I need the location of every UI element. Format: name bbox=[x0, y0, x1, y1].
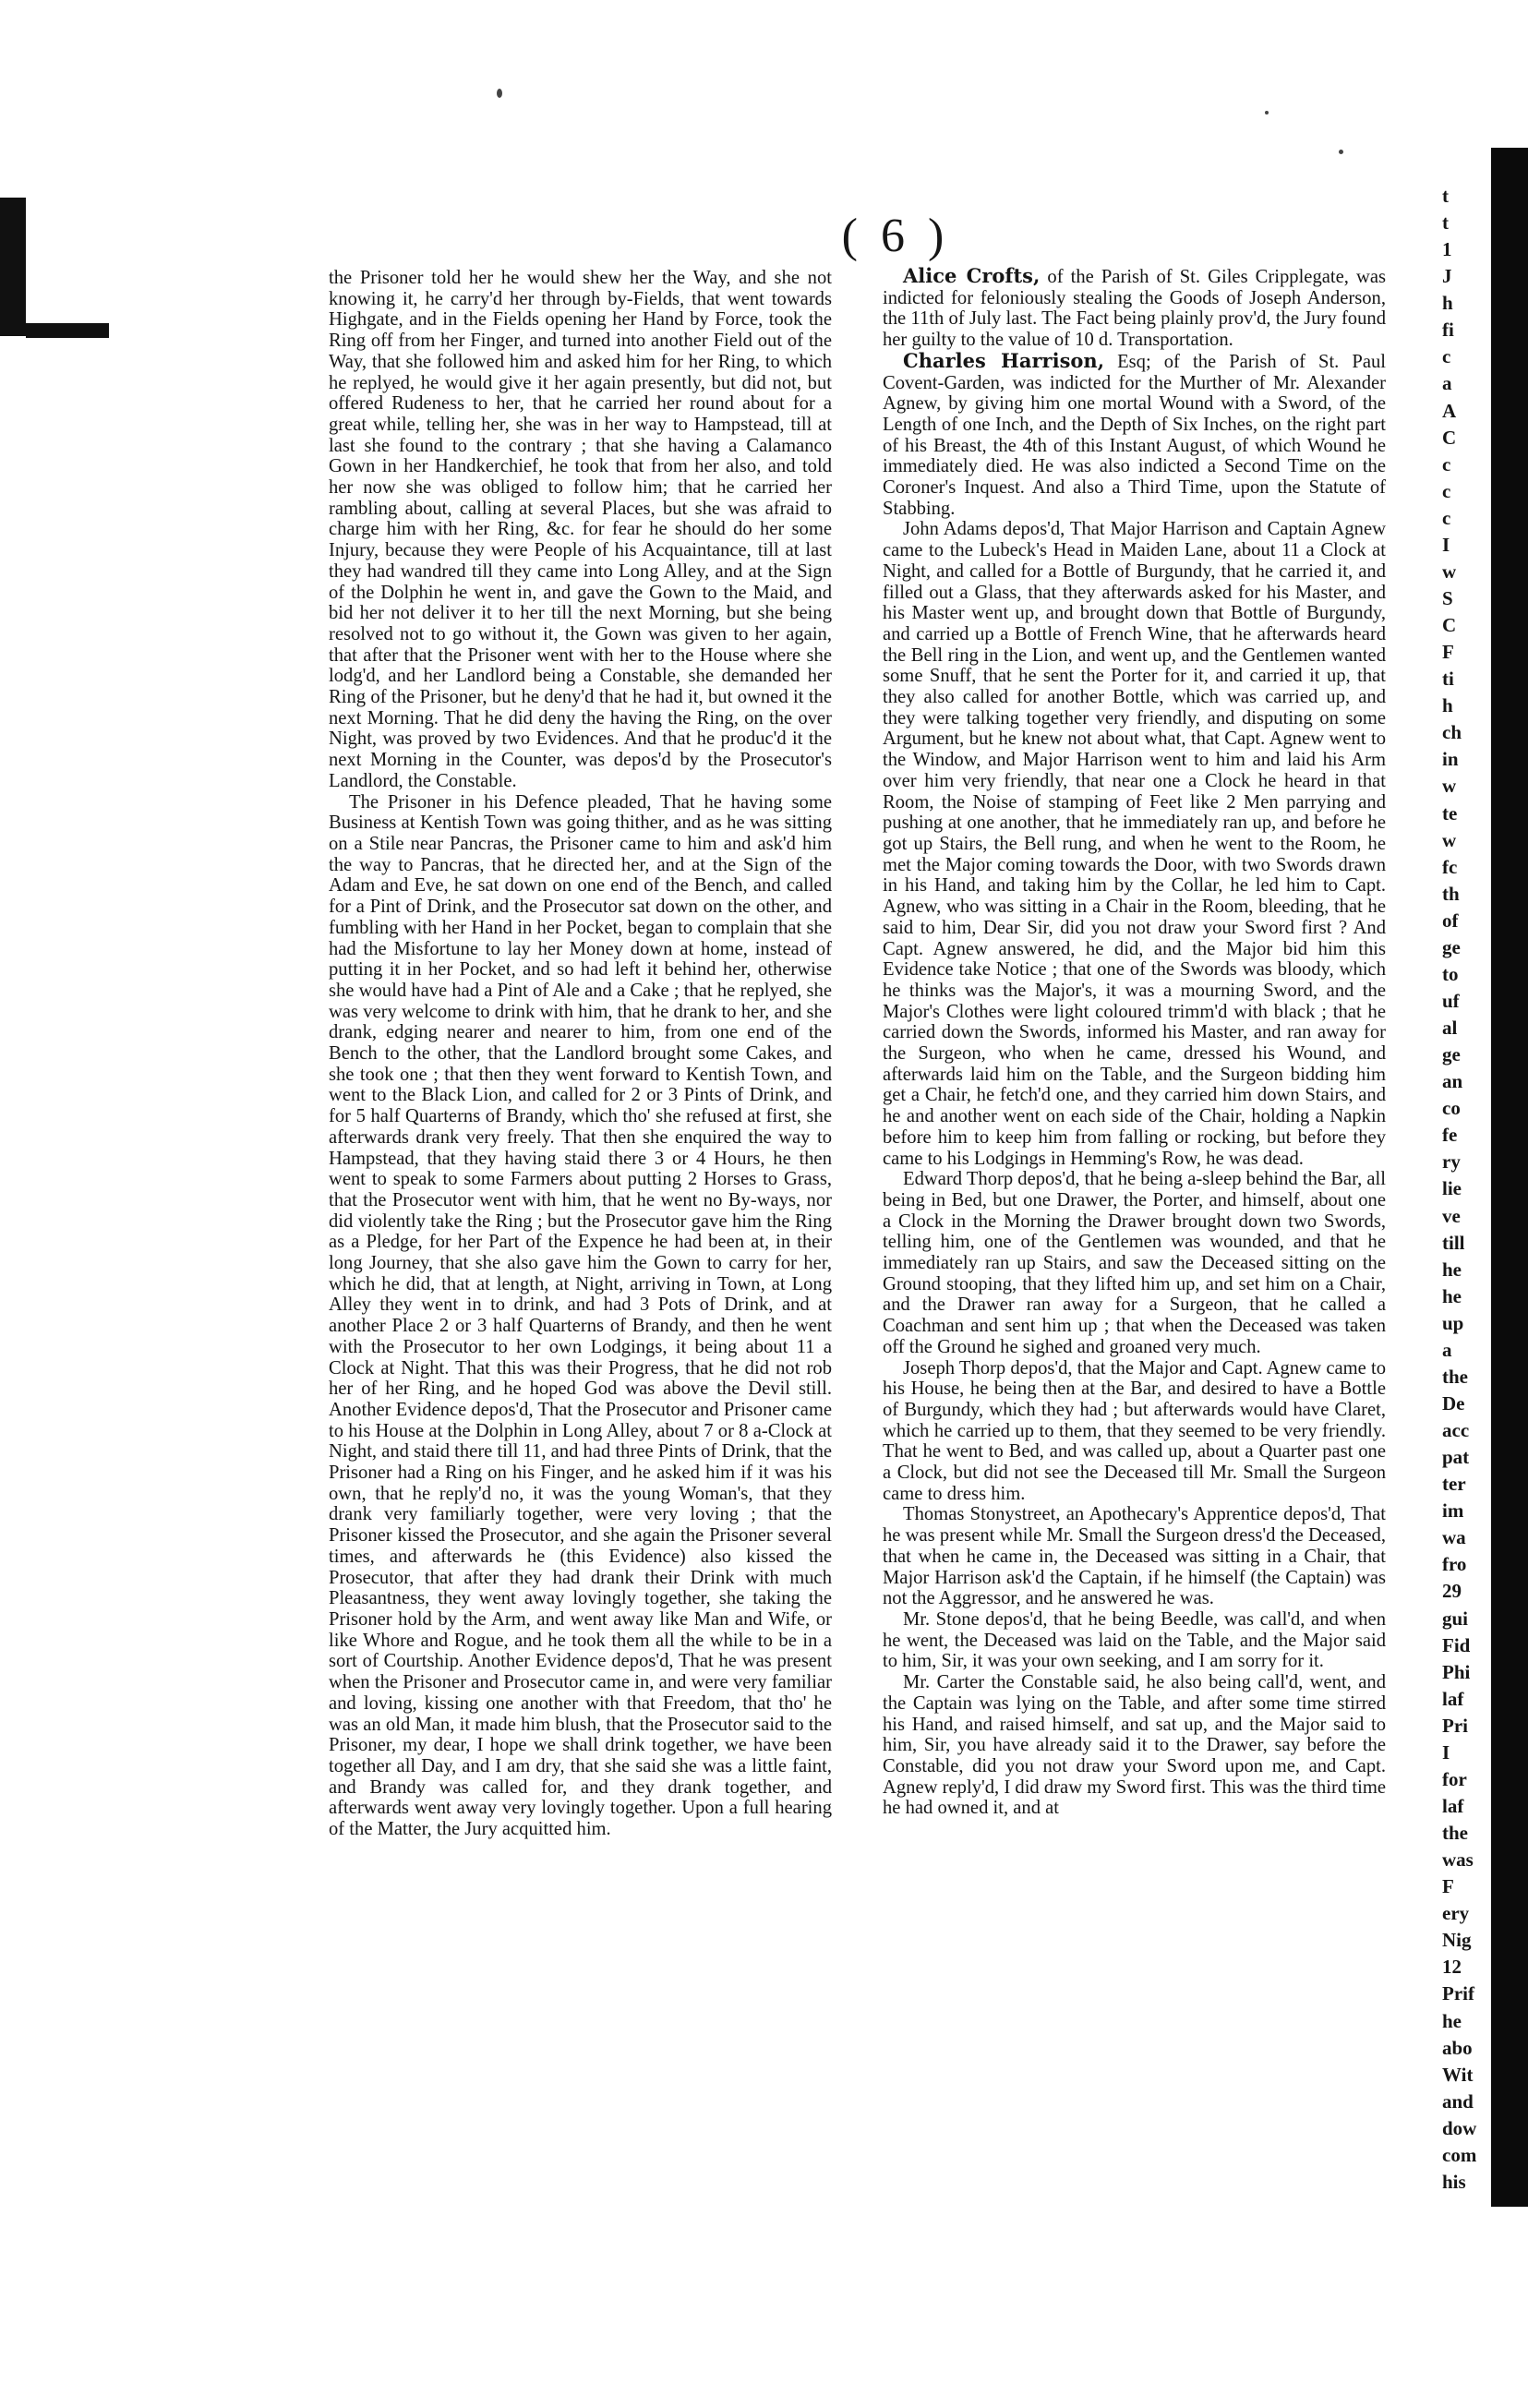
edge-text-fragment: fc bbox=[1442, 855, 1458, 878]
edge-text-fragment: Prif bbox=[1442, 1982, 1474, 2005]
edge-text-fragment: h bbox=[1442, 292, 1453, 315]
edge-text-fragment: ch bbox=[1442, 721, 1462, 744]
binding-mark bbox=[26, 323, 109, 338]
case-name: Charles Harrison, bbox=[903, 348, 1105, 372]
edge-text-fragment: c bbox=[1442, 479, 1451, 502]
edge-text-fragment: lie bbox=[1442, 1177, 1462, 1200]
paragraph: the Prisoner told her he would shew her the Way, and she not knowing it, he carry'd her through by-Fields, that went towards Highgate, and in the Fields opening her Hand by Force, took the Ring off from her Finger, and turned into another Field out of the Way, that she followed him and asked him for her Ring, to which he replyed, he would give it her again presently, but did not, but offered Rudeness to her, that he carried her round about for a great while, telling her, she was in her way to Hampstead, till at last she found to the contrary ; that she having a Calamanco Gown in her Handkerchief, he took that from her also, and told her now she was obliged to follow him; that he carried her rambling about, calling at several Places, but she was afraid to charge him with her Ring, &c. for fear he should do her some Injury, because they were People of his Acquaintance, till at last they had wandred till they came into Long Alley, and at the Sign of the Dolphin he went in, and gave the Gown to the Maid, and bid her not deliver it to her till the next Morning, but she being resolved not to go without it, the Gown was given to her again, that after that the Prisoner went with her to the House where she lodg'd, and her Landlord being a Constable, she demanded her Ring of the Prisoner, but he deny'd that he had it, but owned it the next Morning. That he did deny the having the Ring, on the over Night, was proved by two Evidences. And that he produc'd it the next Morning in the Counter, was depos'd by the Prosecutor's Landlord, the Constable. bbox=[329, 268, 832, 791]
edge-text-fragment: ery bbox=[1442, 1902, 1470, 1925]
paragraph: John Adams depos'd, That Major Harrison and Captain Agnew came to the Lubeck's Head in Maiden Lane, about 11 a Clock at Night, and called for a Bottle of Burgundy, that he carried it, and filled out a Glass, that they afterwards asked for his Master, and his Master went up, and brought down that Bottle of Burgundy, and carried up a Bottle of French Wine, that he afterwards heard the Bell ring in the Lion, and went up, and the Gentlemen wanted some Snuff, that he sent the Porter for it, and carried it up, that they also called for another Bottle, which was carried up, and they were talking together very friendly, and disputing on some Argument, but he knew not about what, that Capt. Agnew went to the Window, and Major Harrison went to him and laid his Arm over him very friendly, that near one a Clock he heard in that Room, the Noise of stamping of Feet like 2 Men parrying and pushing at one another, that he immediately ran up, and before he got up Stairs, the Bell rung, and when he went to the Room, he met the Major coming towards the Door, with two Swords drawn in his Hand, and taking him by the Collar, he led him to Capt. Agnew, who was sitting in a Chair in the Room, bleeding, that he said to him, Dear Sir, did you not draw your Sword first ? And Capt. Agnew answered, he did, and the Major bid him this Evidence take Notice ; that one of the Swords was bloody, which he thinks was the Major's, it was a mourning Sword, and the Major's Clothes were light coloured trimm'd with black ; that he carried down the Swords, informed his Master, and ran away for the Surgeon, who when he came, dressed his Wound, and afterwards laid him on the Table, and the Surgeon bidding him get a Chair, he fetch'd one, and they carried him down Stairs, and he and another went on each side of the Chair, holding a Napkin before him to keep him from falling or rocking, but before they came to his Lodgings in Hemming's Row, he was dead. bbox=[883, 519, 1386, 1169]
edge-text-fragment: acc bbox=[1442, 1419, 1470, 1442]
edge-text-fragment: c bbox=[1442, 506, 1451, 529]
right-column bbox=[883, 266, 1386, 1819]
edge-text-fragment: Wit bbox=[1442, 2063, 1474, 2086]
scan-speck bbox=[1265, 111, 1269, 114]
case-entry bbox=[883, 266, 1386, 351]
edge-text-fragment: a bbox=[1442, 1338, 1452, 1361]
edge-text-fragment: Phi bbox=[1442, 1660, 1471, 1683]
edge-text-fragment: laf bbox=[1442, 1795, 1464, 1817]
paragraph: The Prisoner in his Defence pleaded, That he having some Business at Kentish Town was going thither, and as he was sitting on a Stile near Pancras, the Prisoner came to him and ask'd him the way to Pancras, that he directed her, and at the Sign of the Adam and Eve, he sat down on one end of the Bench, and called for a Pint of Drink, and the Prosecutor sat down on the other, and fumbling with her Hand in her Pocket, began to complain that she had the Misfortune to lay her Money down at home, instead of putting it in her Pocket, and so had left it behind her, otherwise she would have had a Pint of Ale and a Cake ; that he replyed, she was very welcome to drink with him, that he drank to her, and she drank, edging nearer and nearer to him, from one end of the Bench to the other, that the Landlord brought some Cakes, and she took one ; that then they went forward to Kentish Town, and went to the Black Lion, and called for 2 or 3 Pints of Drink, and for 5 half Quarterns of Brandy, which tho' she refused at first, she afterwards drank very freely. That then she enquired the way to Hampstead, that they having staid there 3 or 4 Hours, he then went to speak to some Farmers about putting 2 Horses to Grass, that the Prosecutor went with him, that he went no By-ways, nor did violently take the Ring ; but the Prosecutor gave him the Ring as a Pledge, for her Part of the Expence he had been at, in their long Journey, that she also gave him the Gown to carry for her, which he did, that at length, at Night, arriving in Town, at Long Alley they went in to drink, and had 3 Pots of Drink, and at another Place 2 or 3 half Quarterns of Brandy, and then he went with the Prosecutor to her own Lodgings, it being about 11 a Clock at Night. That this was their Progress, that he did not rob her of her Ring, and he hoped God was above the Devil still. Another Evidence depos'd, That the Prosecutor and Prisoner came to his House at the Dolphin in Long Alley, about 7 or 8 a-Clock at Night, and staid there till 11, and had three Pints of Drink, that the Prisoner had a Ring on his Finger, and he asked him if it was his own, that he reply'd no, it was the young Woman's, that they drank very familiarly together, were very loving ; that the Prisoner kissed the Prosecutor, and she again the Prisoner several times, and afterwards he (this Evidence) also kissed the Prosecutor, that after they had drank their Drink with much Pleasantness, they went away lovingly together, she taking the Prisoner hold by the Arm, and went away like Man and Wife, or like Whore and Rogue, and he took them all the while to be in a sort of Courtship. Another Evidence depos'd, That he was present when the Prisoner and Prosecutor came in, and were very familiar and loving, kissing one another with that Freedom, that tho' he was an old Man, it made him blush, that the Prosecutor said to the Prisoner, my dear, I hope we shall drink together, we have been together all Day, and I am dry, that she said she was a little faint, and Brandy was called for, and they drank together, and afterwards went away very lovingly together. Upon a full hearing of the Matter, the Jury acquitted him. bbox=[329, 791, 832, 1840]
edge-text-fragment: he bbox=[1442, 1284, 1462, 1307]
edge-text-fragment: w bbox=[1442, 775, 1457, 798]
edge-text-fragment: was bbox=[1442, 1848, 1474, 1872]
edge-text-fragment: C bbox=[1442, 614, 1457, 637]
edge-text-fragment: C bbox=[1442, 426, 1457, 449]
edge-text-fragment: for bbox=[1442, 1767, 1467, 1790]
edge-text-fragment: w bbox=[1442, 560, 1457, 583]
edge-text-fragment: S bbox=[1442, 587, 1453, 609]
page-number: ( 6 ) bbox=[841, 210, 950, 262]
edge-text-fragment: th bbox=[1442, 882, 1460, 905]
edge-text-fragment: ry bbox=[1442, 1150, 1461, 1174]
edge-text-fragment: till bbox=[1442, 1231, 1465, 1254]
edge-text-fragment: the bbox=[1442, 1365, 1468, 1388]
paragraph: Joseph Thorp depos'd, that the Major and Capt. Agnew came to his House, he being then at the Bar, and desired to have a Bottle of Burgundy, which they had ; but afterwards would have Claret, which he carried up to them, that they seemed to be very friendly. That he went to Bed, and was called up, about a Quarter past one a Clock, but did not see the Deceased till Mr. Small the Surgeon came to dress him. bbox=[883, 1357, 1386, 1504]
edge-text-fragment: ge bbox=[1442, 935, 1461, 958]
edge-text-fragment: Pri bbox=[1442, 1714, 1468, 1737]
edge-text-fragment: al bbox=[1442, 1017, 1458, 1040]
edge-text-fragment: A bbox=[1442, 399, 1457, 422]
edge-text-fragment: he bbox=[1442, 2009, 1462, 2032]
edge-text-fragment: fro bbox=[1442, 1553, 1467, 1576]
edge-text-fragment: c bbox=[1442, 452, 1451, 476]
edge-text-fragment: the bbox=[1442, 1822, 1468, 1845]
case-text: of the Parish of St. Giles Cripplegate, was indicted for feloniously stealing the Goods of Joseph Anderson, the 11th of July last. The Fact being plainly prov'd, the Jury found her guilty to the value of 10 d. Transportation. bbox=[883, 267, 1387, 351]
gutter-shadow bbox=[1491, 148, 1528, 2207]
edge-text-fragment: pat bbox=[1442, 1446, 1470, 1469]
edge-text-fragment: 1 bbox=[1442, 238, 1452, 261]
edge-text-fragment: Nig bbox=[1442, 1929, 1472, 1952]
edge-text-fragment: F bbox=[1442, 1875, 1454, 1898]
edge-text-fragment: F bbox=[1442, 641, 1454, 664]
edge-text-fragment: h bbox=[1442, 694, 1453, 717]
binding-shadow bbox=[0, 198, 26, 336]
edge-text-fragment: his bbox=[1442, 2170, 1466, 2193]
scan-speck bbox=[1339, 150, 1343, 154]
edge-text-fragment: ve bbox=[1442, 1204, 1461, 1227]
edge-text-fragment: fi bbox=[1442, 319, 1454, 342]
edge-text-fragment: c bbox=[1442, 345, 1451, 368]
edge-text-fragment: a bbox=[1442, 372, 1452, 395]
edge-text-fragment: ter bbox=[1442, 1473, 1466, 1496]
edge-text-fragment: an bbox=[1442, 1070, 1463, 1093]
edge-text-fragment: and bbox=[1442, 2089, 1474, 2113]
edge-text-fragment: im bbox=[1442, 1499, 1464, 1523]
edge-text-fragment: ti bbox=[1442, 668, 1454, 691]
left-column bbox=[329, 268, 832, 1840]
edge-text-fragment: wa bbox=[1442, 1526, 1466, 1549]
binding-mark bbox=[15, 257, 20, 312]
edge-text-fragment: I bbox=[1442, 1740, 1450, 1764]
case-name: Alice Crofts, bbox=[903, 264, 1041, 287]
edge-text-fragment: J bbox=[1442, 265, 1452, 288]
edge-text-fragment: co bbox=[1442, 1097, 1461, 1120]
edge-text-fragment: fe bbox=[1442, 1124, 1458, 1147]
edge-text-fragment: 29 bbox=[1442, 1580, 1462, 1603]
edge-text-fragment: abo bbox=[1442, 2036, 1473, 2059]
scan-speck bbox=[497, 89, 502, 98]
paragraph: Mr. Carter the Constable said, he also being call'd, went, and the Captain was lying on the Table, and after some time stirred his Hand, and raised himself, and sat up, and the Major said to him, Sir, you have already said it to the Drawer, say before the Constable, did you not draw your Sword upon me, and Capt. Agnew reply'd, I did draw my Sword first. This was the third time he had owned it, and at bbox=[883, 1672, 1386, 1819]
edge-text-fragment: of bbox=[1442, 909, 1459, 932]
paragraph: Edward Thorp depos'd, that he being a-sleep behind the Bar, all being in Bed, but one Drawer, the Porter, and himself, about one a Clock in the Morning the Drawer brought down two Swords, telling him, one of the Gentlemen was wounded, and that he immediately ran up Stairs, and saw the Deceased sitting on the Ground stooping, that they lifted him up, and set him on a Chair, and the Drawer ran away for a Surgeon, that he called a Coachman and sent him up ; that when the Deceased was taken off the Ground he sighed and groaned very much. bbox=[883, 1169, 1386, 1357]
edge-text-fragment: I bbox=[1442, 533, 1450, 556]
edge-text-fragment: De bbox=[1442, 1392, 1465, 1415]
edge-text-fragment: 12 bbox=[1442, 1956, 1462, 1979]
edge-text-fragment: dow bbox=[1442, 2116, 1477, 2139]
case-text: Esq; of the Parish of St. Paul Covent-Garden, was indicted for the Murther of Mr. Alexander Agnew, by giving him one mortal Wound with a Sword, of the Length of one Inch, and the Depth of Six Inches, on the right part of his Breast, the 4th of this Instant August, of which Wound he immediately died. He was also indicted a Second Time on the Coroner's Inquest. And also a Third Time, upon the Statute of Stabbing. bbox=[883, 351, 1386, 519]
edge-text-fragment: laf bbox=[1442, 1687, 1464, 1710]
edge-text-fragment: com bbox=[1442, 2143, 1477, 2166]
edge-text-fragment: ge bbox=[1442, 1043, 1461, 1066]
edge-text-fragment: up bbox=[1442, 1311, 1464, 1334]
paragraph: Mr. Stone depos'd, that he being Beedle, was call'd, and when he went, the Deceased was laid on the Table, and the Major said to him, Sir, it was your own seeking, and I am sorry for it. bbox=[883, 1609, 1386, 1672]
edge-text-fragment: to bbox=[1442, 962, 1459, 985]
edge-text-fragment: t bbox=[1442, 185, 1449, 207]
edge-text-fragment: uf bbox=[1442, 990, 1460, 1012]
paragraph: Thomas Stonystreet, an Apothecary's Apprentice depos'd, That he was present while Mr. Small the Surgeon dress'd the Deceased, that when he came in, the Deceased was sitting in a Chair, that Major Harrison ask'd the Captain, if he himself (the Captain) was not the Aggressor, and he answered he was. bbox=[883, 1504, 1386, 1609]
edge-text-fragment: w bbox=[1442, 828, 1457, 851]
case-entry bbox=[883, 348, 1386, 520]
edge-text-fragment: te bbox=[1442, 801, 1458, 825]
edge-text-fragment: in bbox=[1442, 748, 1459, 771]
edge-text-fragment: t bbox=[1442, 211, 1449, 235]
edge-text-fragment: he bbox=[1442, 1258, 1462, 1281]
edge-text-fragment: Fid bbox=[1442, 1633, 1471, 1656]
edge-text-fragment: gui bbox=[1442, 1607, 1469, 1630]
